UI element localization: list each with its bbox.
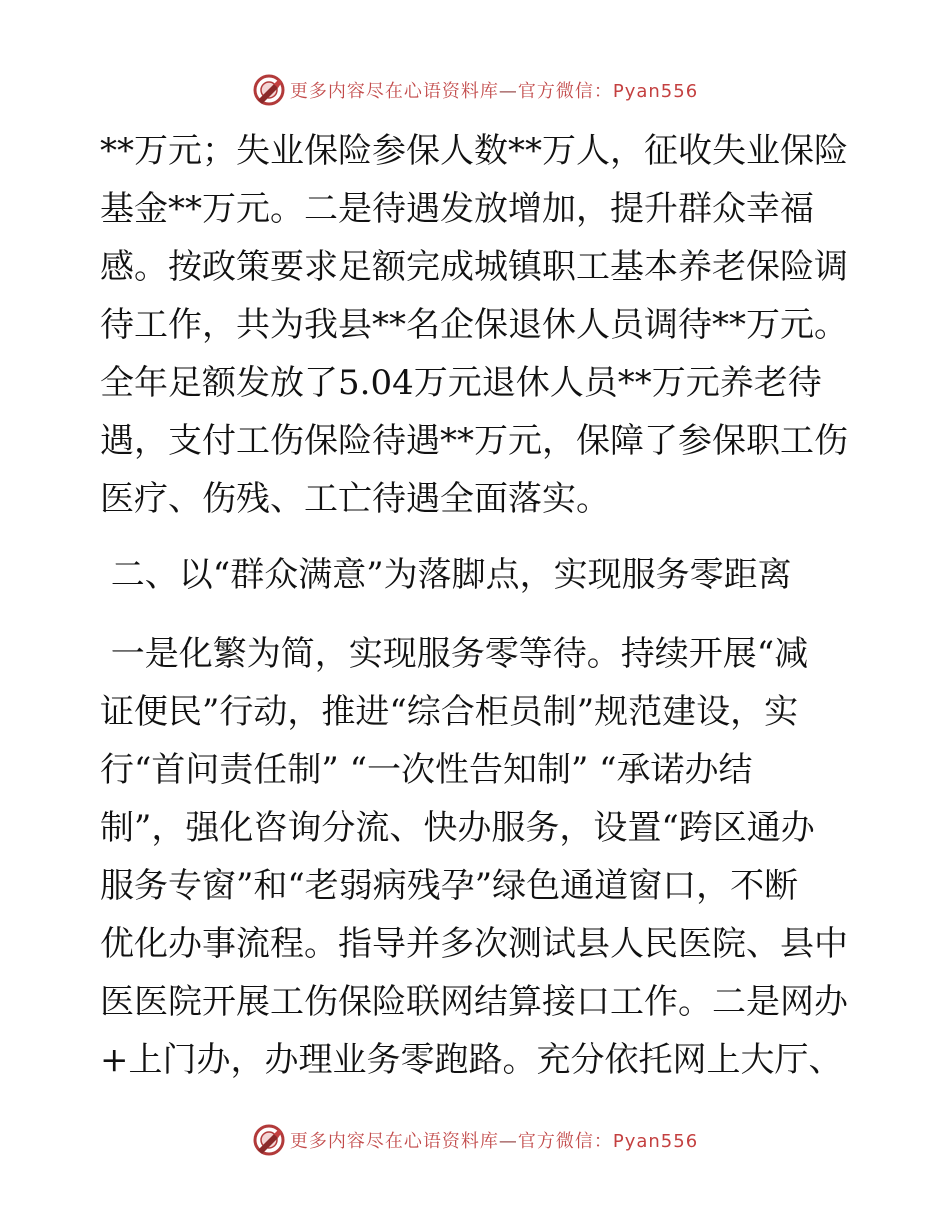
text-line: 全年足额发放了5.04万元退休人员**万元养老待 [100, 363, 822, 403]
watermark-text [290, 77, 698, 103]
text-line: 制”，强化咨询分流、快办服务，设置“跨区通办 [100, 808, 815, 848]
paragraph-1 [100, 122, 860, 528]
watermark-text [290, 1127, 698, 1153]
text-line: +上门办，办理业务零跑路。充分依托网上大厅、 [100, 1040, 843, 1080]
text-line: 医医院开展工伤保险联网结算接口工作。二是网办 [100, 982, 848, 1022]
footer-watermark [0, 1120, 950, 1160]
paragraph-2 [100, 625, 860, 1089]
watermark-label: 官方微信： [517, 1131, 613, 1152]
text-line: 医疗、伤残、工亡待遇全面落实。 [100, 479, 610, 519]
watermark-brand: 更多内容尽在心语资料库 [289, 1131, 499, 1152]
text-line: 证便民”行动，推进“综合柜员制”规范建设，实 [100, 692, 799, 732]
text-line: 服务专窗”和“老弱病残孕”绿色通道窗口，不断 [100, 866, 799, 906]
text-line: 行“首问责任制” “一次性告知制” “承诺办结 [100, 750, 753, 790]
brand-logo-icon [252, 73, 286, 107]
watermark-brand: 更多内容尽在心语资料库 [289, 81, 499, 102]
watermark-label: 官方微信： [517, 81, 613, 102]
text-line: 遇，支付工伤保险待遇**万元，保障了参保职工伤 [100, 421, 848, 461]
watermark-separator: — [498, 81, 518, 102]
text-line: 感。按政策要求足额完成城镇职工基本养老保险调 [100, 247, 848, 287]
watermark-wechat-id: Pyan556 [612, 81, 699, 102]
text-line: 优化办事流程。指导并多次测试县人民医院、县中 [100, 924, 848, 964]
text-line: 基金**万元。二是待遇发放增加，提升群众幸福 [100, 189, 814, 229]
text-line: 待工作，共为我县**名企保退休人员调待**万元。 [100, 305, 848, 345]
text-line: 一是化繁为简，实现服务零等待。持续开展“减 [100, 634, 809, 674]
text-line: **万元；失业保险参保人数**万人，征收失业保险 [100, 131, 848, 171]
watermark-wechat-id: Pyan556 [612, 1131, 699, 1152]
header-watermark [0, 70, 950, 110]
watermark-separator: — [498, 1131, 518, 1152]
brand-logo-icon [252, 1123, 286, 1157]
section-heading: 二、以“群众满意”为落脚点，实现服务零距离 [100, 555, 792, 595]
